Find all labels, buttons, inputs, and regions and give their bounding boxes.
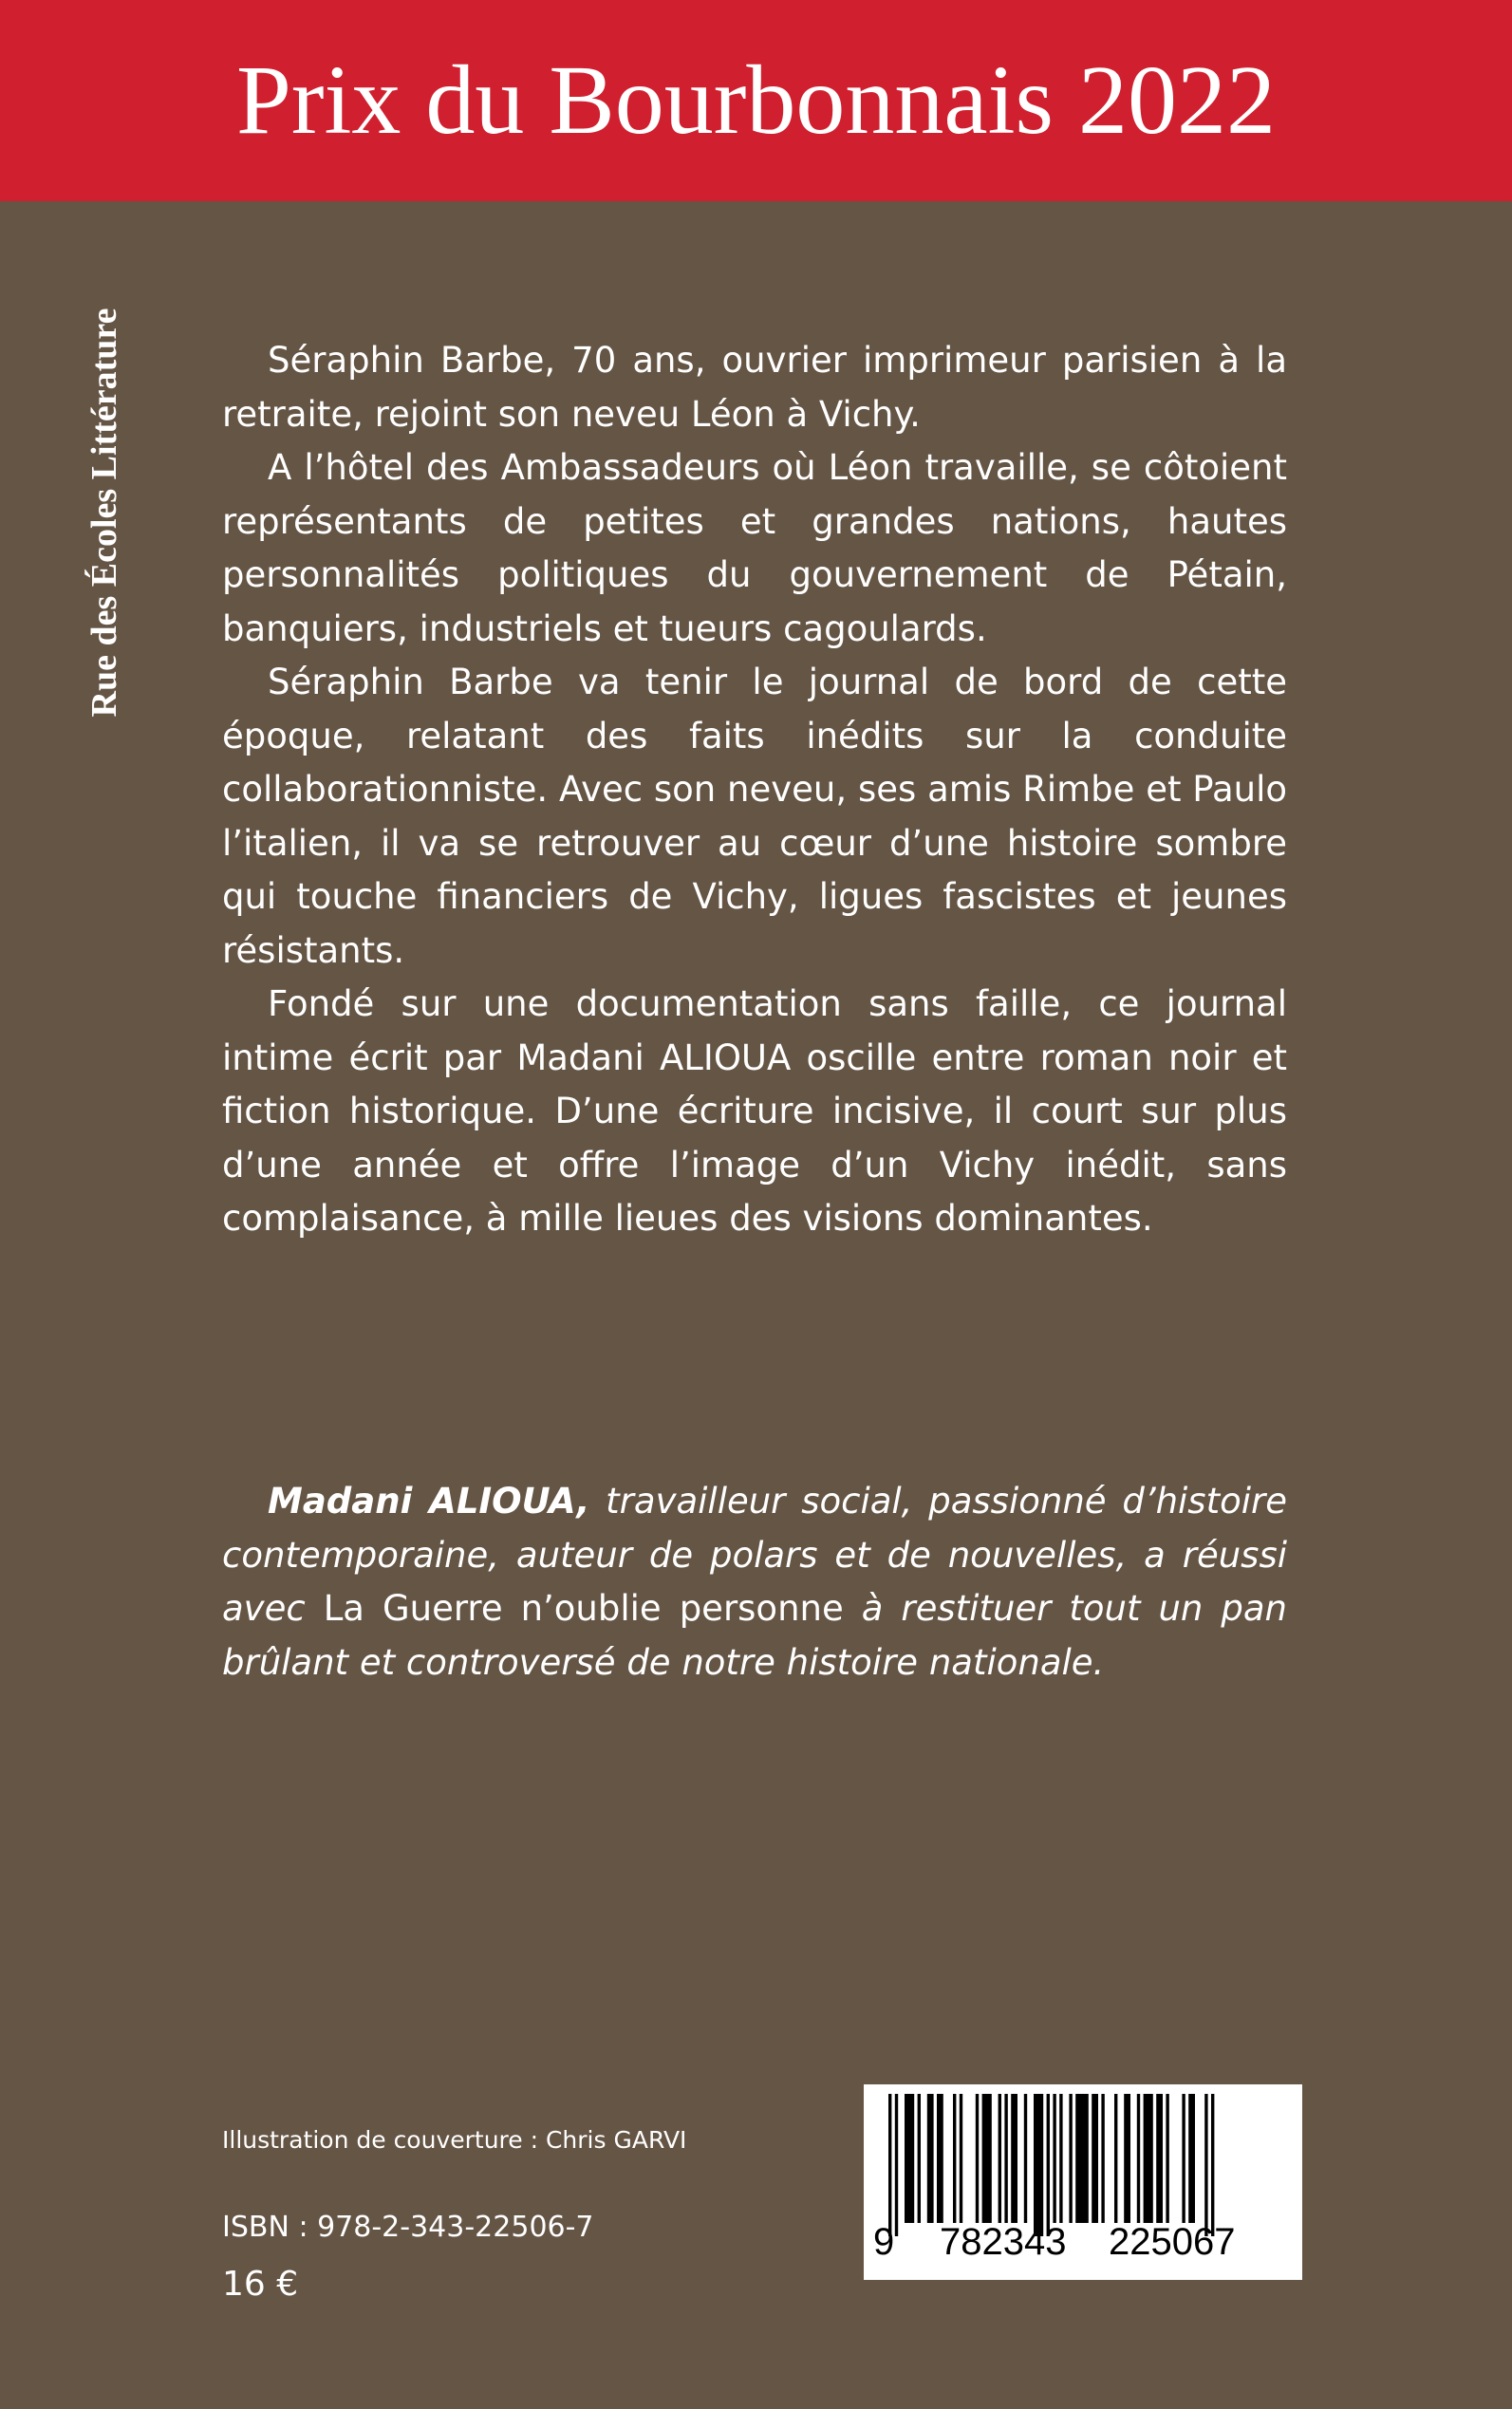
barcode-right-group: 225067 (1109, 2221, 1236, 2263)
isbn: ISBN : 978-2-343-22506-7 (222, 2211, 594, 2244)
barcode-bar (895, 2094, 898, 2236)
blurb-paragraph: Fondé sur une documentation sans faille, ce journal intime écrit par Madani ALIOUA oscille entre roman noir et fiction historique. D’une écriture incisive, il court sur plus d’une année et offre l’image d’un Vichy inédit, sans complaisance, à mille lieues des visions dominantes. (222, 983, 1287, 1239)
barcode-bar (1034, 2094, 1043, 2236)
barcode-bar (1024, 2094, 1027, 2223)
blurb-paragraph: A l’hôtel des Ambassadeurs où Léon travaille, se côtoient représentants de petites et grandes nations, hautes personnalités politiques du gouvernement de Pétain, banquiers, industriels et tueurs cagoulards. (222, 447, 1287, 649)
barcode-bar (1004, 2094, 1007, 2223)
barcode-bar (1144, 2094, 1153, 2223)
author-name: Madani ALIOUA, (268, 1481, 590, 1522)
barcode-bar (1124, 2094, 1130, 2223)
illustration-credit: Illustration de couverture : Chris GARVI (222, 2126, 687, 2154)
barcode-left-group: 782343 (940, 2221, 1067, 2263)
barcode-bar (1166, 2094, 1168, 2223)
barcode-bar (1092, 2094, 1098, 2223)
barcode-bar (1182, 2094, 1185, 2223)
barcode-bar (1137, 2094, 1140, 2223)
barcode-bar (1188, 2094, 1195, 2223)
price: 16 € (222, 2265, 299, 2304)
barcode-bar (1211, 2094, 1214, 2236)
book-blurb (222, 334, 1287, 1246)
barcode-bar (918, 2094, 921, 2223)
barcode-bar (1075, 2094, 1089, 2223)
barcode-bar (1101, 2094, 1104, 2223)
barcode-bar (982, 2094, 992, 2223)
barcode-first-digit: 9 (873, 2221, 895, 2263)
barcode-bar (976, 2094, 979, 2223)
barcode-bar (1047, 2094, 1050, 2236)
barcode-bar (888, 2094, 891, 2236)
barcode-bar (1059, 2094, 1062, 2223)
barcode-bar (1204, 2094, 1207, 2236)
barcode-bar (937, 2094, 943, 2223)
barcode-bar (905, 2094, 914, 2223)
barcode-bar (960, 2094, 962, 2223)
author-bio-text: travailleur social, passionné d’histoire contemporaine, auteur de polars et de nouvelles, a réussi avec (222, 1481, 1287, 1629)
barcode-bar (1156, 2094, 1163, 2223)
author-bio (222, 1475, 1287, 1690)
barcode-digits (864, 2221, 1302, 2274)
barcode-bar (999, 2094, 1001, 2223)
blurb-paragraph: Séraphin Barbe va tenir le journal de bord de cette époque, relatant des faits inédits sur la conduite collaborationniste. Avec son neveu, ses amis Rimbe et Paulo l’italien, il va se retrouver au cœur d’une histoire sombre qui touche financiers de Vichy, ligues fascistes et jeunes résistants. (222, 662, 1287, 971)
barcode-bar (953, 2094, 956, 2223)
barcode (864, 2084, 1302, 2280)
barcode-bar (1053, 2094, 1055, 2223)
collection-name: Rue des Écoles Littérature (84, 308, 124, 718)
prize-title: Prix du Bourbonnais 2022 (236, 46, 1276, 155)
book-title: La Guerre n’oublie personne (323, 1588, 844, 1629)
barcode-bar (1114, 2094, 1117, 2223)
barcode-bar (927, 2094, 934, 2223)
author-bio-text-end: à restituer tout un pan brûlant et controversé de notre histoire nationale. (222, 1588, 1287, 1683)
barcode-bar (1069, 2094, 1072, 2223)
barcode-bar (1011, 2094, 1017, 2223)
blurb-paragraph: Séraphin Barbe, 70 ans, ouvrier imprimeur parisien à la retraite, rejoint son neveu Léon à Vichy. (222, 340, 1287, 435)
spine-collection (78, 247, 131, 778)
